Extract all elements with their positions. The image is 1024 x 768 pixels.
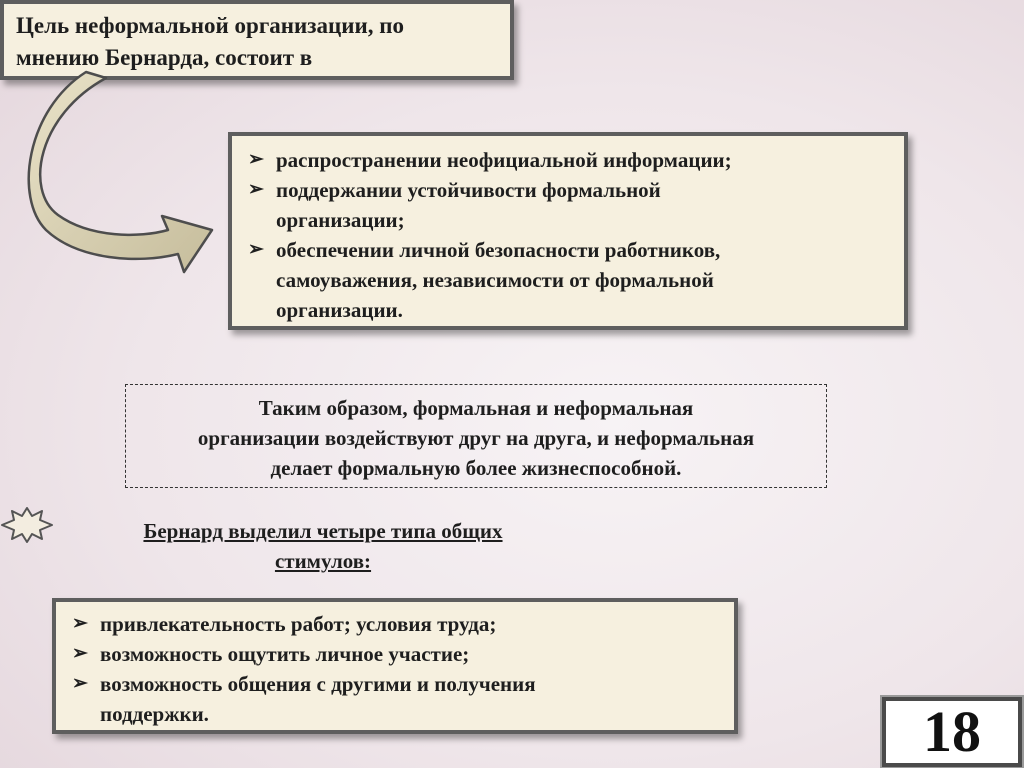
conclusion-box <box>125 384 827 488</box>
conclusion-line-3: делает формальную более жизнеспособной. <box>270 456 682 480</box>
arrow-bullet-icon: ➢ <box>248 149 264 170</box>
curved-arrow-icon <box>20 70 220 280</box>
arrow-bullet-icon: ➢ <box>248 239 264 260</box>
goal-item-line: организации. <box>276 298 403 322</box>
stimulus-item <box>68 669 722 729</box>
goal-item-line: организации; <box>276 208 405 232</box>
arrow-bullet-icon: ➢ <box>72 673 88 694</box>
stimuli-heading-line-1: Бернард выделил четыре типа общих <box>143 519 503 543</box>
stimulus-item <box>68 639 722 669</box>
title-box <box>0 0 514 80</box>
goal-item-line: распространении неофициальной информации; <box>276 148 732 172</box>
goal-item-line: обеспечении личной безопасности работников, <box>276 238 721 262</box>
page-number: 18 <box>882 697 1022 767</box>
title-line-2: мнению Бернарда, состоит в <box>16 45 313 70</box>
conclusion-line-2: организации воздействуют друг на друга, и неформальная <box>197 426 755 450</box>
goal-item-line: самоуважения, независимости от формальной <box>276 268 714 292</box>
stimulus-item-line: возможность общения с другими и получения <box>100 672 536 696</box>
stimulus-item-line: привлекательность работ; условия труда; <box>100 612 497 636</box>
goal-item <box>244 235 892 325</box>
stimuli-heading-line-2: стимулов: <box>274 549 372 573</box>
goal-item <box>244 175 892 235</box>
goal-item <box>244 145 892 175</box>
title-line-1: Цель неформальной организации, по <box>16 13 405 38</box>
goals-box <box>228 132 908 330</box>
stimuli-box <box>52 598 738 734</box>
arrow-bullet-icon: ➢ <box>72 643 88 664</box>
arrow-bullet-icon: ➢ <box>248 179 264 200</box>
star-icon <box>0 506 54 544</box>
goals-list <box>244 145 892 325</box>
stimulus-item-line: возможность ощутить личное участие; <box>100 642 470 666</box>
goal-item-line: поддержании устойчивости формальной <box>276 178 661 202</box>
stimuli-list <box>68 609 722 729</box>
arrow-bullet-icon: ➢ <box>72 613 88 634</box>
stimulus-item <box>68 609 722 639</box>
stimulus-item-line: поддержки. <box>100 702 209 726</box>
stimuli-heading <box>103 516 543 576</box>
conclusion-line-1: Таким образом, формальная и неформальная <box>258 396 694 420</box>
